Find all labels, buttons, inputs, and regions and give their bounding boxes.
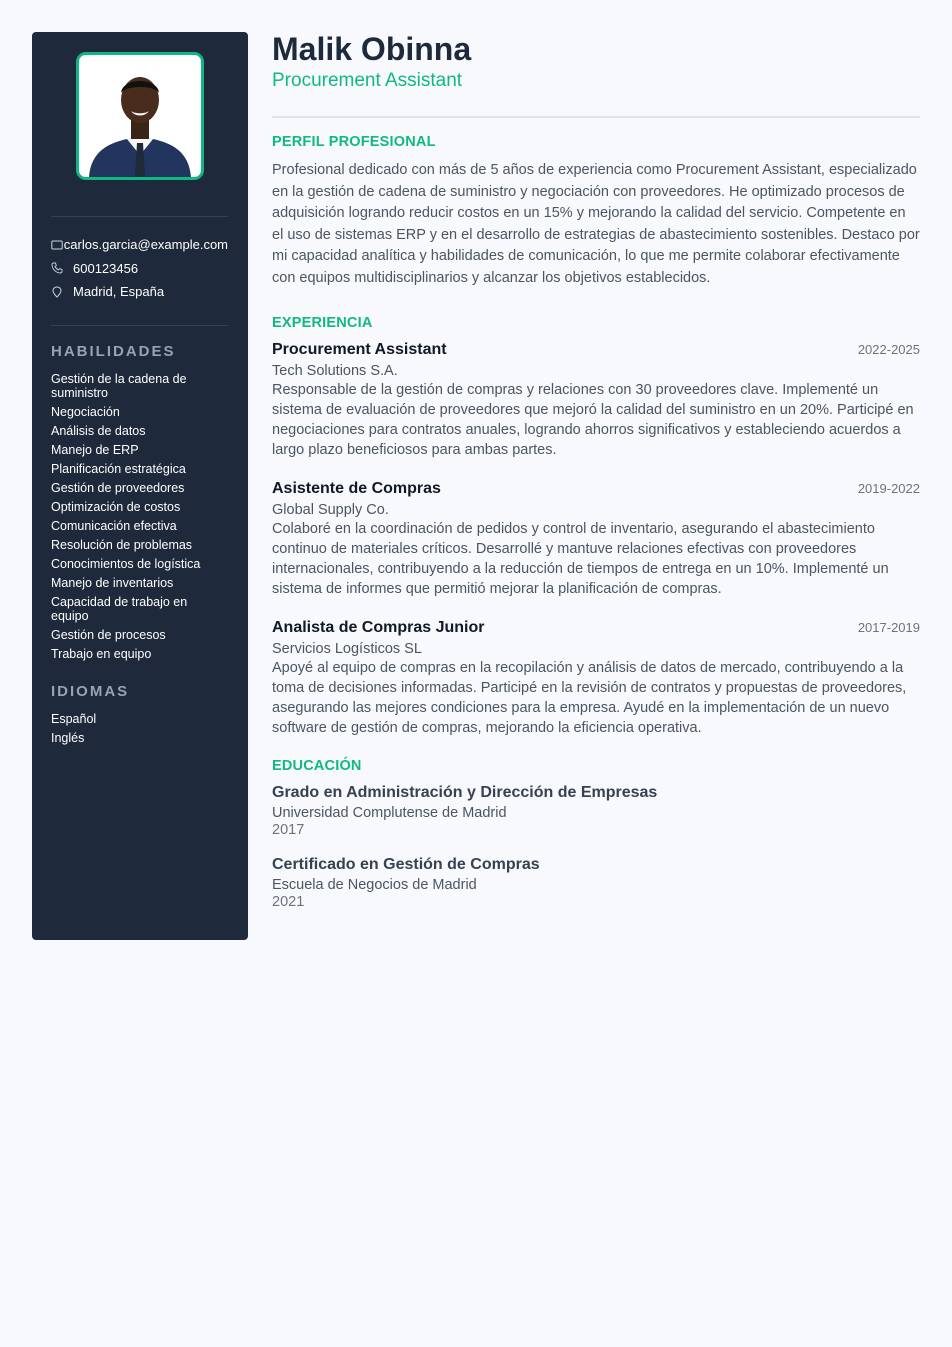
contact-location xyxy=(51,280,228,304)
skill-item: Conocimientos de logística xyxy=(51,556,201,571)
job-title: Analista de Compras Junior xyxy=(272,618,485,636)
education-degree: Grado en Administración y Dirección de Empresas xyxy=(272,783,658,801)
skill-item: Capacidad de trabajo en equipo xyxy=(51,594,188,623)
candidate-role: Procurement Assistant xyxy=(272,70,463,91)
profile-text: Profesional dedicado con más de 5 años de experiencia como Procurement Assistant, especializado en la gestión de cadena de suministro y negociación con proveedores. He optimizado procesos de adquisición logrando reducir costos en un 15% y mejorando la calidad del servicio. Competente en el uso de sistemas ERP y en el desarrollo de estrategias de abastecimiento sostenibles. Destaco por mi capacidad analítica y habilidades de comunicación, lo que me permite colaborar efectivamente con equipos multidisciplinarios y alcanzar los objetivos establecidos. xyxy=(272,162,920,286)
education-entry xyxy=(272,856,920,910)
education-year: 2021 xyxy=(272,893,305,910)
skill-item: Manejo de ERP xyxy=(51,442,139,457)
job-company: Tech Solutions S.A. xyxy=(272,362,398,379)
candidate-name: Malik Obinna xyxy=(272,31,472,67)
sidebar xyxy=(32,32,248,940)
skill-item: Trabajo en equipo xyxy=(51,646,152,661)
skill-item: Manejo de inventarios xyxy=(51,575,174,590)
job-title: Procurement Assistant xyxy=(272,340,447,358)
profile-heading: PERFIL PROFESIONAL xyxy=(272,134,436,150)
job-description: Responsable de la gestión de compras y relaciones con 30 proveedores clave. Implementé un sistema de evaluación de proveedores que mejoró la calidad del suministro en un 20%. Participé en negociaciones para contratos anuales, logrando ahorros significativos y estableciendo acuerdos a largo plazo beneficiosos para ambas partes. xyxy=(272,381,914,458)
skill-item: Resolución de problemas xyxy=(51,537,193,552)
phone-text: 600123456 xyxy=(73,260,139,276)
job-entry xyxy=(272,480,920,599)
job-entry xyxy=(272,619,920,738)
skills-heading: HABILIDADES xyxy=(51,342,176,360)
location-pin-icon xyxy=(51,286,73,298)
job-title: Asistente de Compras xyxy=(272,479,441,497)
job-dates: 2017-2019 xyxy=(857,619,920,635)
mail-icon xyxy=(51,239,64,251)
education-year: 2017 xyxy=(272,821,305,838)
location-text: Madrid, España xyxy=(73,284,165,300)
sidebar-divider xyxy=(51,325,228,326)
job-entry xyxy=(272,341,920,460)
languages-list xyxy=(51,712,228,745)
job-description: Colaboré en la coordinación de pedidos y control de inventario, asegurando el abastecimiento continuo de materiales críticos. Desarrollé y mantuve relaciones efectivas con proveedores internacionales, contribuyendo a la reducción de tiempos de entrega en un 10%. Implementé un sistema de informes que permitió mejorar la planificación de compras. xyxy=(272,520,889,597)
profile-photo xyxy=(76,52,204,180)
skill-item: Comunicación efectiva xyxy=(51,518,177,533)
email-text: carlos.garcia@example.com xyxy=(63,237,228,253)
phone-icon xyxy=(51,262,73,274)
language-item: Inglés xyxy=(51,730,85,745)
skill-item: Negociación xyxy=(51,404,120,419)
education-school: Escuela de Negocios de Madrid xyxy=(272,876,477,893)
contact-section xyxy=(51,216,228,304)
skill-item: Gestión de procesos xyxy=(51,627,166,642)
skill-item: Análisis de datos xyxy=(51,423,146,438)
header-divider xyxy=(272,116,920,118)
job-company: Global Supply Co. xyxy=(272,501,389,518)
contact-email[interactable] xyxy=(51,233,228,257)
contact-phone[interactable] xyxy=(51,257,228,281)
skills-list xyxy=(51,372,228,661)
education-degree: Certificado en Gestión de Compras xyxy=(272,855,540,873)
skill-item: Gestión de la cadena de suministro xyxy=(51,371,187,400)
languages-heading: IDIOMAS xyxy=(51,682,130,700)
job-dates: 2022-2025 xyxy=(857,341,920,357)
education-school: Universidad Complutense de Madrid xyxy=(272,804,507,821)
skill-item: Optimización de costos xyxy=(51,499,181,514)
language-item: Español xyxy=(51,711,97,726)
skill-item: Planificación estratégica xyxy=(51,461,186,476)
job-description: Apoyé al equipo de compras en la recopilación y análisis de datos de mercado, contribuyendo a la toma de decisiones informadas. Participé en la revisión de contratos y propuestas de proveedores, asegurando las mejores condiciones para la empresa. Ayudé en la implementación de un nuevo software de gestión de compras, mejorando la eficiencia operativa. xyxy=(272,659,907,736)
portrait-image xyxy=(79,55,201,177)
job-company: Servicios Logísticos SL xyxy=(272,640,422,657)
job-dates: 2019-2022 xyxy=(857,480,920,496)
skill-item: Gestión de proveedores xyxy=(51,480,185,495)
education-entry xyxy=(272,784,920,838)
experience-heading: EXPERIENCIA xyxy=(272,314,373,331)
main-content xyxy=(272,32,920,928)
education-heading: EDUCACIÓN xyxy=(272,757,362,774)
